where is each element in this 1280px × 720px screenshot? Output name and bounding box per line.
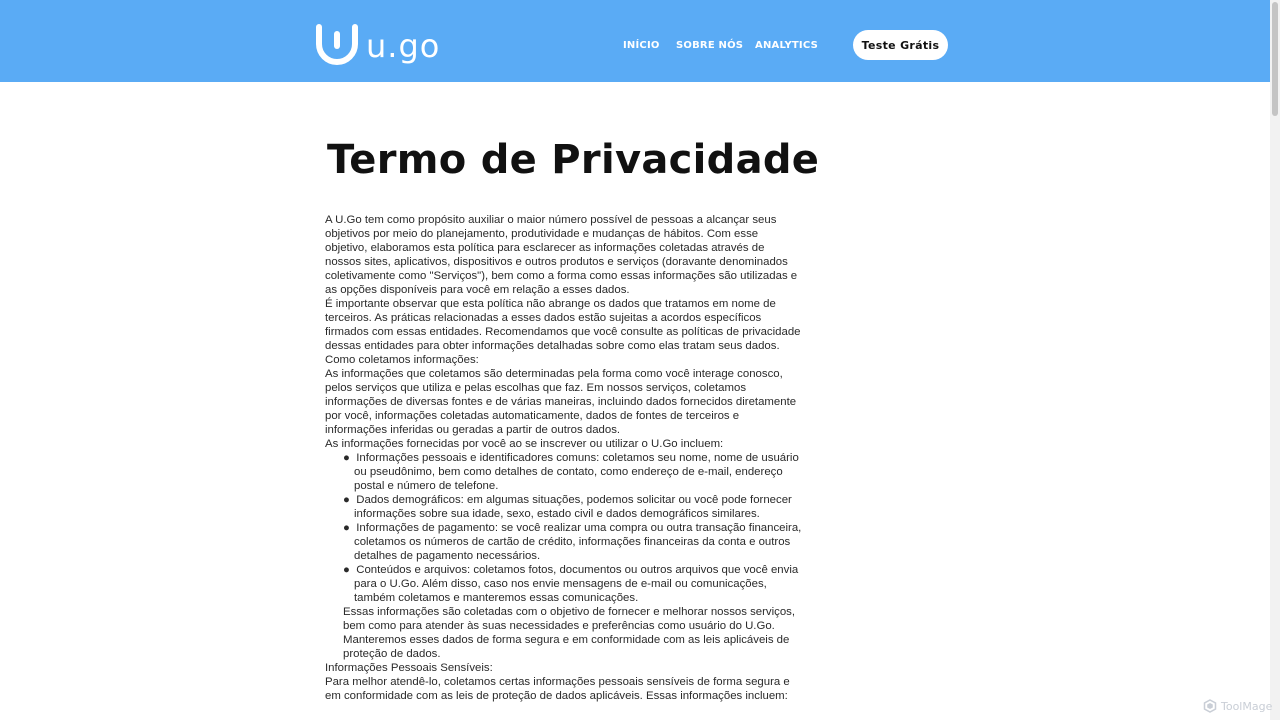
ugo-logo-icon xyxy=(316,22,358,66)
bullet-icon: ● xyxy=(343,452,357,464)
list-item xyxy=(325,563,803,605)
bullet-icon: ● xyxy=(343,494,357,506)
intro-paragraph: A U.Go tem como propósito auxiliar o maior número possível de pessoas a alcançar seus objetivos por meio do planejamento, produtividade e mudanças de hábitos. Com esse objetivo, elaboramos esta política para esclarecer as informações coletadas através de nossos sites, aplicativos, dispositivos e outros produtos e serviços (doravante denominados coletivamente como "Serviços"), bem como a forma como essas informações são utilizadas e as opções disponíveis para você em relação a esses dados. xyxy=(325,214,798,296)
scrollbar-thumb[interactable] xyxy=(1272,2,1278,116)
bullet-icon: ● xyxy=(343,564,357,576)
list-item-text: Informações de pagamento: se você realizar uma compra ou outra transação financeira, coletamos os números de cartão de crédito, informações financeiras da conta e outros detalhes de pagamento necessários. xyxy=(354,522,802,562)
third-party-paragraph: É importante observar que esta política não abrange os dados que tratamos em nome de terceiros. As práticas relacionadas a esses dados estão sujeitas a acordos específicos firmados com essas entidades. Recomendamos que você consulte as políticas de privacidade dessas entidades para obter informações detalhadas sobre como elas tratam seus dados. xyxy=(325,298,801,352)
provided-info-list xyxy=(325,451,803,605)
provided-info-intro: As informações fornecidas por você ao se inscrever ou utilizar o U.Go incluem: xyxy=(325,438,724,450)
list-note: Essas informações são coletadas com o objetivo de fornecer e melhorar nossos serviços, bem como para atender às suas necessidades e preferências como usuário do U.Go. Manteremos esses dados de forma segura e em conformidade com as leis aplicáveis de proteção de dados. xyxy=(343,606,796,660)
watermark-text: ToolMage xyxy=(1221,699,1273,713)
free-trial-button[interactable]: Teste Grátis xyxy=(853,30,948,60)
logo-link[interactable] xyxy=(316,22,440,66)
list-item-text: Conteúdos e arquivos: coletamos fotos, documentos ou outros arquivos que você envia para o U.Go. Além disso, caso nos envie mensagens de e-mail ou comunicações, também coletamos e manteremos essas comunicações. xyxy=(354,564,799,604)
page-title: Termo de Privacidade xyxy=(327,137,820,183)
privacy-content xyxy=(325,213,803,703)
list-item-text: Dados demográficos: em algumas situações, podemos solicitar ou você pode fornecer informações sobre sua idade, sexo, estado civil e dados demográficos similares. xyxy=(354,494,792,520)
bullet-icon: ● xyxy=(343,522,357,534)
nav-analytics[interactable]: ANALYTICS xyxy=(755,40,818,51)
list-item xyxy=(325,451,803,493)
hexagon-logo-icon xyxy=(1203,699,1217,713)
page-scrollbar[interactable] xyxy=(1270,0,1280,720)
nav-sobre-nos[interactable]: SOBRE NÓS xyxy=(676,40,744,51)
nav-inicio[interactable]: INÍCIO xyxy=(623,40,660,51)
collection-paragraph: As informações que coletamos são determinadas pela forma como você interage conosco, pelos serviços que utiliza e pelas escolhas que faz. Em nossos serviços, coletamos informações de diversas fontes e de várias maneiras, incluindo dados fornecidos diretamente por você, informações coletadas automaticamente, dados de fontes de terceiros e informações inferidas ou geradas a partir de outros dados. xyxy=(325,368,797,436)
collection-heading: Como coletamos informações: xyxy=(325,354,479,366)
list-item-text: Informações pessoais e identificadores comuns: coletamos seu nome, nome de usuário ou pseudônimo, bem como detalhes de contato, como endereço de e-mail, endereço postal e número de telefone. xyxy=(354,452,799,492)
sensitive-paragraph: Para melhor atendê-lo, coletamos certas informações pessoais sensíveis de forma segura e em conformidade com as leis de proteção de dados aplicáveis. Essas informações incluem: xyxy=(325,676,790,702)
watermark xyxy=(1203,699,1272,713)
list-item xyxy=(325,493,803,521)
list-item xyxy=(325,521,803,563)
logo-text: u.go xyxy=(366,27,441,65)
site-header xyxy=(0,0,1270,82)
sensitive-heading: Informações Pessoais Sensíveis: xyxy=(325,662,493,674)
